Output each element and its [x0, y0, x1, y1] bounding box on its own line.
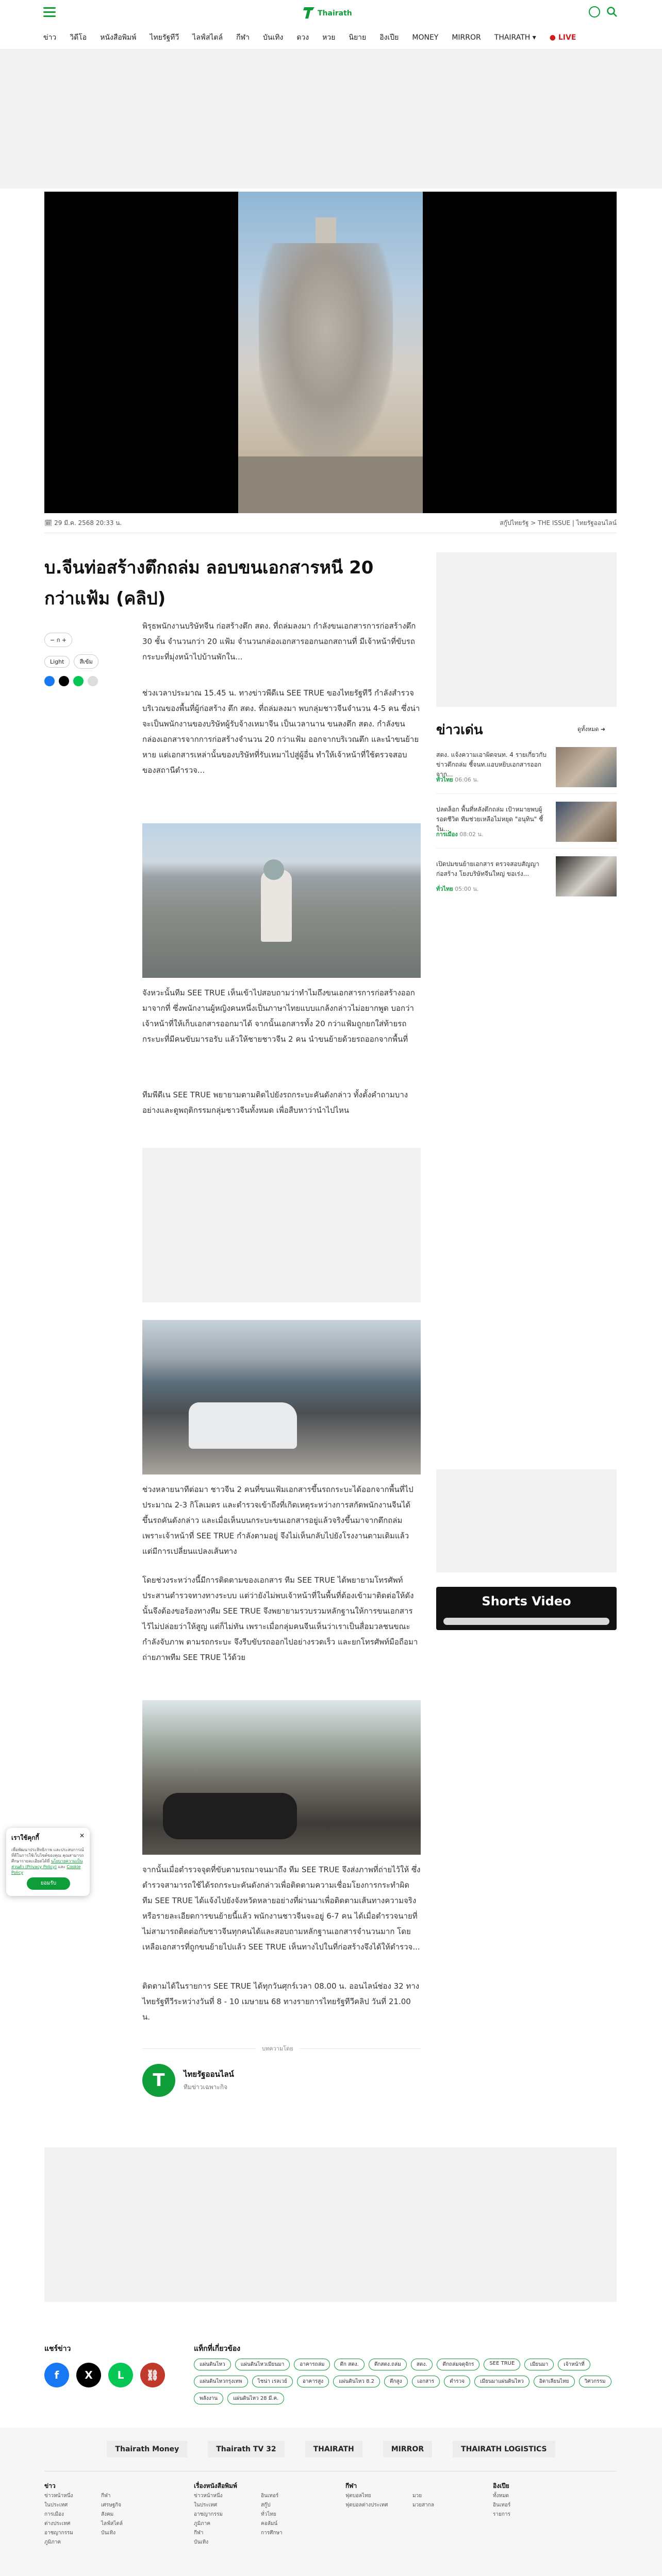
breadcrumb-item[interactable]: ไทยรัฐออนไลน์: [576, 519, 617, 527]
partner-logo[interactable]: THAIRATH: [305, 2441, 362, 2458]
tag-chip[interactable]: แผ่นดินไหว 28 มี.ค.: [227, 2393, 284, 2404]
copy-link-icon[interactable]: ⛓: [140, 2363, 165, 2387]
menu-item[interactable]: ดวง: [296, 33, 309, 42]
font-size-button[interactable]: − ก +: [44, 633, 72, 647]
menu-item[interactable]: นิยาย: [349, 33, 367, 42]
menu-item[interactable]: หวย: [322, 33, 336, 42]
menu-item[interactable]: MIRROR: [452, 33, 481, 42]
collapse-dust-scene: [238, 192, 423, 513]
article-video[interactable]: [44, 192, 617, 513]
menu-item[interactable]: หนังสือพิมพ์: [100, 33, 137, 42]
trending-item[interactable]: สตง. แจ้งความเอาผิดจนท. 4 รายเกี่ยวกับข่าวตึกถล่ม ชี้จนท.แอบหยิบเอกสารออกจาก... ทั่วไทย 06:06 น.: [436, 747, 617, 788]
tag-chip[interactable]: แผ่นดินไหวเมียนมา: [235, 2359, 290, 2370]
tag-chip[interactable]: ตึก สตง.: [334, 2359, 364, 2370]
author-block: [142, 2045, 421, 2100]
tag-chip[interactable]: ไชน่า เรลเวย์: [252, 2376, 293, 2387]
breadcrumb-item[interactable]: สกู๊ปไทยรัฐ: [500, 519, 529, 527]
partner-logo[interactable]: Thairath TV 32: [208, 2441, 284, 2458]
tag-list: [194, 2359, 611, 2404]
share-title: แชร์ข่าว: [44, 2345, 71, 2353]
light-mode-button[interactable]: Light: [44, 656, 70, 668]
x-icon[interactable]: [59, 676, 69, 686]
ad-inline: [142, 1148, 421, 1302]
hamburger-menu-icon[interactable]: [43, 7, 56, 18]
tag-chip[interactable]: SEE TRUE: [484, 2359, 520, 2370]
author-label: บทความโดย: [256, 2044, 300, 2053]
article-paragraph: ติดตามได้ในรายการ SEE TRUE ได้ทุกวันศุกร์เวลา 08.00 น. ออนไลน์ช่อง 32 ทางไทยรัฐทีวีระหว่างวันที่ 8 - 10 เมษายน 68 ทางรายการไทยรัฐทีวีคลิป วันที่ 21.00 น.: [142, 1981, 420, 2022]
x-share-icon[interactable]: X: [76, 2363, 101, 2387]
tags-title: แท็กที่เกี่ยวข้อง: [194, 2345, 241, 2353]
tag-chip[interactable]: ตึกสูง: [384, 2376, 408, 2387]
tag-chip[interactable]: พลังงาน: [194, 2393, 223, 2404]
main-menu: [0, 26, 662, 49]
line-share-icon[interactable]: L: [108, 2363, 133, 2387]
trending-thumbnail: [556, 747, 617, 787]
partner-logo[interactable]: Thairath Money: [107, 2441, 187, 2458]
partner-logo[interactable]: MIRROR: [383, 2441, 432, 2458]
tag-chip[interactable]: ตึกสตง.ถล่ม: [369, 2359, 407, 2370]
ad-banner-bottom: [44, 2147, 617, 2302]
tag-chip[interactable]: เมียนมา: [524, 2359, 554, 2370]
footer-column: ข่าว ข่าวหน้าหนึ่ง กีฬา ในประเทศ เศรษฐกิจ การเมือง สังคม ต่างประเทศ ไลฟ์สไตล์ อาชญากรรม บันเทิง ภูมิภาค: [44, 2482, 123, 2545]
tag-chip[interactable]: อิตาเลียนไทย: [534, 2376, 575, 2387]
dark-mode-button[interactable]: สีเข้ม: [74, 654, 98, 669]
menu-item[interactable]: อิงเปีย: [379, 33, 399, 42]
menu-item[interactable]: ข่าว: [43, 33, 57, 42]
menu-item[interactable]: MONEY: [412, 33, 439, 42]
tag-chip[interactable]: ตำรวจ: [444, 2376, 470, 2387]
tag-chip[interactable]: เอกสาร: [412, 2376, 440, 2387]
accept-cookie-button[interactable]: ยอมรับ: [27, 1877, 70, 1890]
cookie-body: เพื่อพัฒนาประสิทธิภาพ และประสบการณ์ที่ดีในการใช้เว็บไซต์ของคุณ คุณสามารถศึกษารายละเอียดได้ที่ นโยบายความเป็นส่วนตัว (Privacy Policy) และ Cookie Policy: [11, 1848, 84, 1875]
menu-item[interactable]: THAIRATH ▾: [494, 33, 536, 42]
author-subtitle: ทีมข่าวเฉพาะกิจ: [184, 2083, 228, 2091]
article-lead: พิรุธพนักงานบริษัทจีน ก่อสร้างตึก สตง. ที่ถล่มลงมา กำลังขนเอกสารการก่อสร้างตึก 30 ชั้น จำนวนกว่า 20 แฟ้ม จำนวนกล่องเอกสารออกนอกสถานที่ มีเจ้าหน้าที่ขับรถกระบะที่มุ่งหน้าไปบ้านพักใน...: [142, 621, 416, 662]
tag-chip[interactable]: แผ่นดินไหว: [194, 2359, 231, 2370]
menu-item[interactable]: ไทยรัฐทีวี: [150, 33, 179, 42]
footer-column: อิงเปีย ทั้งหมด อินเทอร์ รายการ: [493, 2482, 511, 2517]
menu-item[interactable]: วิดีโอ: [70, 33, 87, 42]
article-paragraph: จากนั้นเมื่อตำรวจจุดที่ขับตามรถมาจนมาถึง ทีม SEE TRUE จึงส่งภาพที่ถ่ายไว้ให้ ซึ่งตำรวจสามารถใช้ได้รถกระบะคันดังกล่าวเพื่อติดตามความเชื่อมโยงการกระทำผิด ทีม SEE TRUE ได้แจ้งไปยังจังหวัดหลายอย่างที่ผ่านมาเพื่อติดตามเส้นทางความจริงหรือรายละเอียดการขนย้ายนี้แล้ว พนักงานชาวจีนจะอยู่ 6-7 คน ได้เมื่อตำรวจนายที่ไม่สามารถติดต่อกับชาวจีนทุกคนได้และสอบถามหลักฐานเอกสารจำนวนมาก โดยเหลือเอกสารที่ถูกขนย้ายไปแล้ว SEE TRUE เห็นทางไปในที่ก่อสร้างจึงได้ให้ตำรวจ...: [142, 1865, 421, 1952]
article-paragraph: โดยช่วงระหว่างนี้มีการติดตามของเอกสาร ทีม SEE TRUE ได้พยายามโทรศัพท์ประสานตำรวจทางทางระบบ แต่ว่ายังไม่พบเจ้าหน้าที่ในพื้นที่ต้องเข้ามาติดต่อให้ดังนั้นจึงต้องขอร้องทางทีม SEE TRUE จึงพยายามรวบรวมหลักฐานให้การขนเอกสารไว้ไม่ปล่อยว่าให้สูญ แต่ก็ไม่ทัน เพราะเมื่อกลุ่มคนจีนเห็นว่าเราเป็นสื่อมวลชนขณะกำลังจับภาพ ตามรถกระบะ จึงรีบขับรถออกไปอย่างรวดเร็ว และยกโทรศัพท์มือถือมาถ่ายภาพทีม SEE TRUE ไว้ด้วย: [142, 1575, 418, 1662]
article-photo: [142, 1700, 421, 1855]
ad-sidebar: [436, 1469, 617, 1572]
article-date: 🗓 29 มี.ค. 2568 20:33 น.: [44, 519, 122, 527]
tag-chip[interactable]: แผ่นดินไหว 8.2: [333, 2376, 380, 2387]
cookie-title: เราใช้คุกกี้: [11, 1834, 39, 1841]
article-title: บ.จีนท่อสร้างตึกถล่ม ลอบขนเอกสารหนี 20 กว่าแฟ้ม (คลิป): [44, 557, 374, 609]
tag-chip[interactable]: เมียนมาแผ่นดินไหว: [474, 2376, 529, 2387]
line-icon[interactable]: [73, 676, 84, 686]
tag-chip[interactable]: อาคารถล่ม: [294, 2359, 330, 2370]
tag-chip[interactable]: ตึกถล่มจตุจักร: [437, 2359, 479, 2370]
article-paragraph: จังหวะนั้นทีม SEE TRUE เห็นเข้าไปสอบถามว่าทำไมถึงขนเอกสารการก่อสร้างออกมาจากที่ ซึ่งพนักงานผู้หญิงคนหนึ่งเป็นภาษาไทยแบบแกล้งกล่าวไม่อยากพูด บอกว่าเจ้าหน้าที่ให้เก็บเอกสารออกมาได้ จากนั้นเอกสารทั้ง 20 กว่าแฟ้มถูกยกใส่ท้ายรถกระบะที่มีคนขับมารอรับ แล้วให้ชายชาวจีน 2 คน นำขนย้ายด้วยรถออกจากพื้นที่: [142, 988, 415, 1044]
article-paragraph: ช่วงหลายนาทีต่อมา ชาวจีน 2 คนที่ขนแฟ้มเอกสารขึ้นรถกระบะได้ออกจากพื้นที่ไปประมาณ 2-3 กิโลเมตร และตำรวจเข้าถึงที่เกิดเหตุระหว่างการสกัดพนักงานจีนได้ขึ้นรถคันดังกล่าว และเมื่อเห็นบนกระบะขนเอกสารอยู่แล้วจริงขึ้นมาจากตึกถล่ม เพราะเจ้าหน้าที่ SEE TRUE กำลังตามอยู่ จึงไม่เห็นกลับไปยังโรงงานตามเดิมแล้ว แต่มีการเปลี่ยนแปลงเส้นทาง: [142, 1485, 413, 1556]
tag-chip[interactable]: แผ่นดินไหวกรุงเทพ: [194, 2376, 248, 2387]
footer-column: เรื่องหนังสือพิมพ์ ข่าวหน้าหนึ่ง อินเทอร์ ในประเทศ สกู๊ป อาชญากรรม ทั่วไทย ภูมิภาค คอลัมน์ กีฬา การศึกษา บันเทิง: [194, 2482, 283, 2545]
link-icon[interactable]: [88, 676, 98, 686]
user-icon[interactable]: [589, 6, 600, 18]
shorts-video-widget[interactable]: Shorts Video: [436, 1587, 617, 1630]
author-avatar[interactable]: T: [142, 2064, 175, 2097]
tag-chip[interactable]: เจ้าหน้าที่: [558, 2359, 590, 2370]
footer-column: กีฬา ฟุตบอลไทย มวย ฟุตบอลต่างประเทศ มวยสากล: [345, 2482, 434, 2508]
article-photo: [142, 823, 421, 978]
trending-title: ข่าวเด่น: [436, 722, 483, 738]
trending-thumbnail: [556, 802, 617, 842]
tag-chip[interactable]: อาคารสูง: [297, 2376, 329, 2387]
menu-item[interactable]: บันเทิง: [263, 33, 284, 42]
partner-logo[interactable]: THAIRATH LOGISTICS: [453, 2441, 555, 2458]
trending-item[interactable]: ปลดล็อก พื้นที่หลังตึกถล่ม เป้าหมายพบผู้รอดชีวิต ทีมช่วยเหลือไม่หยุด "อนุทิน" ชี้ใน... การเมือง 08:02 น.: [436, 802, 617, 843]
article-paragraph: ช่วงเวลาประมาณ 15.45 น. ทางข่าวพีดีเน SEE TRUE ของไทยรัฐทีวี กำลังสำรวจบริเวณของพื้นที่ผู้ก่อสร้าง ตึก สตง. ที่ถล่มลงมา พบกลุ่มชาวจีนจำนวน 4-5 คน ซึ่งน่าจะเป็นพนักงานของบริษัทผู้รับจ้างเหมาจีน เป็นเวลานาน ขนลงตึก สตง. กำลังขนกล่องเอกสารจากการก่อสร้างจำนวน 20 กว่าแฟ้ม ออกจากบริเวณตึก และนำขนย้ายหาย แต่เอกสารเหล่านั้นของบริษัทที่รับเหมาไปสู่ผู้อื่น ทำให้เจ้าหน้าที่ใช้ตรวจสอบของสถานีตำรวจ...: [142, 688, 420, 775]
trending-more-link[interactable]: ดูทั้งหมด ➜: [577, 726, 606, 733]
ad-sidebar: [436, 552, 617, 707]
author-name[interactable]: ไทยรัฐออนไลน์: [184, 2070, 234, 2079]
trending-item[interactable]: เปิดปมขนย้ายเอกสาร ตรวจสอบสัญญาก่อสร้าง โยงบริษัทจีนใหญ่ ขอเร่ง... ทั่วไทย 05:00 น.: [436, 856, 617, 897]
cookie-consent-popup: [6, 1828, 90, 1896]
facebook-share-icon[interactable]: f: [44, 2363, 69, 2387]
thairath-logo[interactable]: [302, 4, 359, 21]
breadcrumb: สกู๊ปไทยรัฐ > THE ISSUE | ไทยรัฐออนไลน์: [500, 519, 617, 527]
menu-item[interactable]: ไลฟ์สไตล์: [192, 33, 223, 42]
cookie-policy-link[interactable]: Cookie Policy: [11, 1865, 81, 1875]
breadcrumb-item[interactable]: THE ISSUE: [538, 519, 571, 527]
top-bar: [0, 0, 662, 26]
svg-text:Thairath: Thairath: [318, 9, 352, 18]
close-icon[interactable]: ✕: [79, 1832, 85, 1839]
menu-item-live[interactable]: ● LIVE: [550, 33, 583, 42]
article-tools: [44, 633, 131, 701]
facebook-icon[interactable]: [44, 676, 55, 686]
article-photo: [142, 1320, 421, 1475]
privacy-policy-link[interactable]: นโยบายความเป็นส่วนตัว (Privacy Policy): [11, 1859, 83, 1869]
menu-item[interactable]: กีฬา: [236, 33, 250, 42]
footer: [0, 2428, 662, 2576]
tag-chip[interactable]: สตง.: [411, 2359, 433, 2370]
search-icon[interactable]: [606, 6, 618, 18]
trending-thumbnail: [556, 856, 617, 896]
ad-banner-top: [0, 49, 662, 189]
article-paragraph: ทีมพีดีเน SEE TRUE พยายามตามติดไปยังรถกระบะคันดังกล่าว ทั้งตั้งคำถามบางอย่างและดูพฤติกรรมกลุ่มชาวจีนทั้งหมด เพื่อสืบหาว่านำไปไหน: [142, 1090, 408, 1115]
tag-chip[interactable]: วิศวกรรม: [579, 2376, 611, 2387]
